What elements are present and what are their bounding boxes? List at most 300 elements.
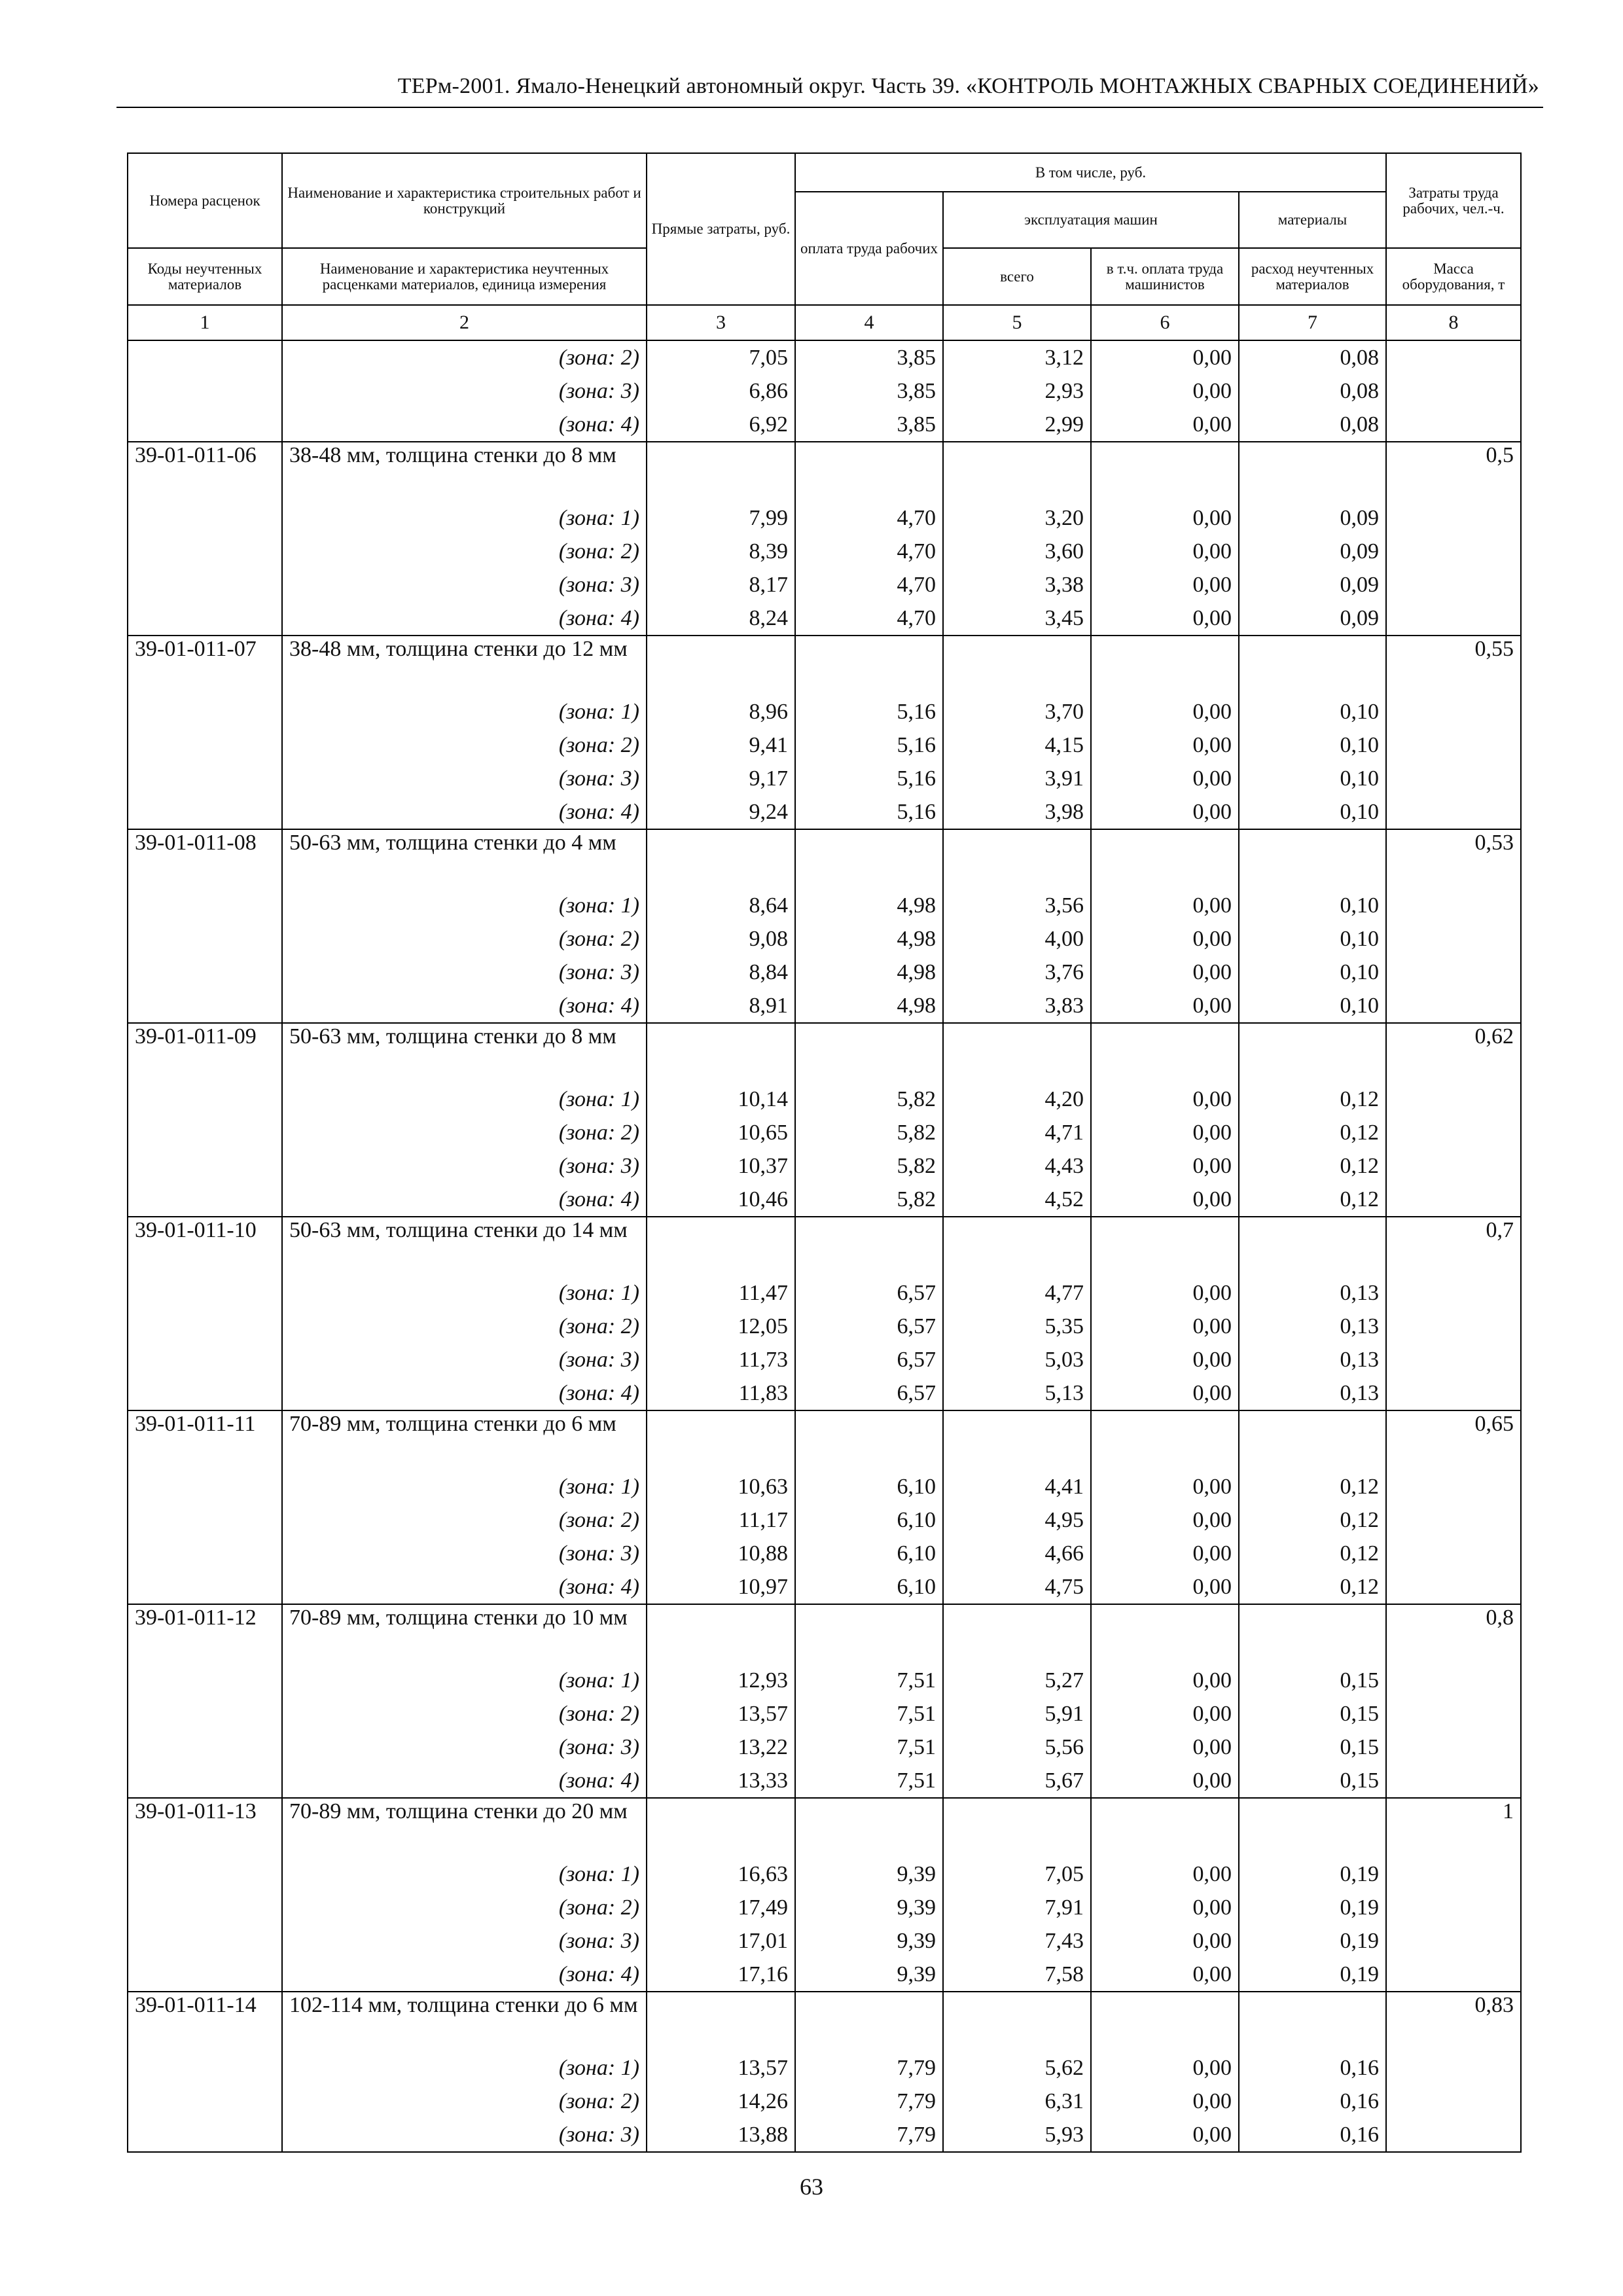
- table-row: [128, 795, 1521, 829]
- zone-label: (зона: 1): [282, 2051, 647, 2085]
- machines-total-cell: 5,93: [943, 2118, 1091, 2152]
- labor-pay-cell: 4,70: [795, 501, 943, 535]
- labor-pay-cell: 4,98: [795, 956, 943, 989]
- labor-pay-cell: 3,85: [795, 374, 943, 408]
- machinist-pay-cell: 0,00: [1091, 1857, 1239, 1891]
- empty-mass-cell: [1386, 922, 1521, 956]
- table-row: [128, 374, 1521, 408]
- materials-cell: 0,13: [1239, 1376, 1386, 1410]
- materials-cell: 0,12: [1239, 1083, 1386, 1116]
- labor-pay-cell: 5,82: [795, 1083, 943, 1116]
- direct-costs-cell: 7,05: [647, 340, 795, 374]
- empty-code-cell: [128, 374, 282, 408]
- empty-mass-cell: [1386, 1537, 1521, 1570]
- zone-label: (зона: 2): [282, 2085, 647, 2118]
- table-row: [128, 1570, 1521, 1604]
- direct-costs-cell: 13,57: [647, 1697, 795, 1731]
- materials-cell: 0,12: [1239, 1503, 1386, 1537]
- empty-code-cell: [128, 795, 282, 829]
- rate-code: 39-01-011-14: [128, 1992, 282, 2051]
- empty-code-cell: [128, 535, 282, 568]
- rate-group-row: [128, 1217, 1521, 1276]
- materials-cell: 0,10: [1239, 956, 1386, 989]
- labor-pay-cell: 3,85: [795, 408, 943, 442]
- table-row: [128, 1697, 1521, 1731]
- header-including: В том числе, руб.: [795, 153, 1386, 192]
- machinist-pay-cell: 0,00: [1091, 501, 1239, 535]
- empty-mass-cell: [1386, 1764, 1521, 1798]
- header-equipment-mass: Масса оборудования, т: [1386, 248, 1521, 305]
- zone-label: (зона: 4): [282, 1183, 647, 1217]
- machinist-pay-cell: 0,00: [1091, 1376, 1239, 1410]
- empty-cell: [795, 1604, 943, 1664]
- machinist-pay-cell: 0,00: [1091, 1731, 1239, 1764]
- direct-costs-cell: 11,47: [647, 1276, 795, 1310]
- rate-group-row: [128, 442, 1521, 501]
- direct-costs-cell: 10,46: [647, 1183, 795, 1217]
- header-rate-number: Номера расценок: [128, 153, 282, 248]
- machinist-pay-cell: 0,00: [1091, 1503, 1239, 1537]
- machinist-pay-cell: 0,00: [1091, 340, 1239, 374]
- header-work-name: Наименование и характеристика строительных работ и конструкций: [282, 153, 647, 248]
- machines-total-cell: 2,99: [943, 408, 1091, 442]
- empty-mass-cell: [1386, 1857, 1521, 1891]
- empty-mass-cell: [1386, 2118, 1521, 2152]
- empty-mass-cell: [1386, 1376, 1521, 1410]
- empty-mass-cell: [1386, 1503, 1521, 1537]
- materials-cell: 0,08: [1239, 374, 1386, 408]
- machinist-pay-cell: 0,00: [1091, 956, 1239, 989]
- direct-costs-cell: 8,84: [647, 956, 795, 989]
- direct-costs-cell: 12,05: [647, 1310, 795, 1343]
- table-row: [128, 2085, 1521, 2118]
- zone-label: (зона: 2): [282, 728, 647, 762]
- direct-costs-cell: 8,96: [647, 695, 795, 728]
- empty-cell: [1239, 1217, 1386, 1276]
- empty-cell: [795, 829, 943, 889]
- rate-group-row: [128, 1604, 1521, 1664]
- materials-cell: 0,08: [1239, 340, 1386, 374]
- empty-code-cell: [128, 1958, 282, 1992]
- running-header-title: ТЕРм-2001. Ямало-Ненецкий автономный округ. Часть 39. «КОНТРОЛЬ МОНТАЖНЫХ СВАРНЫХ СОЕДИНЕНИЙ»: [397, 74, 1539, 98]
- table-row: [128, 728, 1521, 762]
- direct-costs-cell: 6,92: [647, 408, 795, 442]
- empty-cell: [795, 1023, 943, 1083]
- empty-cell: [1239, 1798, 1386, 1857]
- empty-mass-cell: [1386, 2051, 1521, 2085]
- labor-pay-cell: 6,10: [795, 1470, 943, 1503]
- materials-cell: 0,09: [1239, 568, 1386, 601]
- empty-cell: [795, 1410, 943, 1470]
- machines-total-cell: 3,91: [943, 762, 1091, 795]
- empty-code-cell: [128, 956, 282, 989]
- table-row: [128, 568, 1521, 601]
- empty-cell: [1091, 1410, 1239, 1470]
- machines-total-cell: 3,76: [943, 956, 1091, 989]
- machines-total-cell: 5,56: [943, 1731, 1091, 1764]
- labor-hours: 0,62: [1386, 1023, 1521, 1083]
- machinist-pay-cell: 0,00: [1091, 374, 1239, 408]
- column-number: 7: [1239, 305, 1386, 340]
- machinist-pay-cell: 0,00: [1091, 1664, 1239, 1697]
- table-row: [128, 2118, 1521, 2152]
- empty-cell: [795, 1798, 943, 1857]
- materials-cell: 0,09: [1239, 601, 1386, 636]
- labor-pay-cell: 7,51: [795, 1731, 943, 1764]
- machines-total-cell: 5,62: [943, 2051, 1091, 2085]
- empty-code-cell: [128, 1310, 282, 1343]
- empty-cell: [795, 1992, 943, 2051]
- empty-code-cell: [128, 1503, 282, 1537]
- empty-code-cell: [128, 1183, 282, 1217]
- table-row: [128, 1958, 1521, 1992]
- header-machinist-pay: в т.ч. оплата труда машинистов: [1091, 248, 1239, 305]
- machinist-pay-cell: 0,00: [1091, 989, 1239, 1023]
- materials-cell: 0,10: [1239, 695, 1386, 728]
- direct-costs-cell: 9,41: [647, 728, 795, 762]
- empty-cell: [647, 1992, 795, 2051]
- labor-hours: 0,55: [1386, 636, 1521, 695]
- header-material-codes: Коды неучтенных материалов: [128, 248, 282, 305]
- empty-code-cell: [128, 2051, 282, 2085]
- zone-label: (зона: 3): [282, 762, 647, 795]
- zone-label: (зона: 1): [282, 1470, 647, 1503]
- machines-total-cell: 5,03: [943, 1343, 1091, 1376]
- column-number: 6: [1091, 305, 1239, 340]
- materials-cell: 0,15: [1239, 1697, 1386, 1731]
- machines-total-cell: 7,43: [943, 1924, 1091, 1958]
- labor-pay-cell: 7,51: [795, 1664, 943, 1697]
- machinist-pay-cell: 0,00: [1091, 1924, 1239, 1958]
- table-row: [128, 340, 1521, 374]
- table-body: [128, 340, 1521, 2152]
- machinist-pay-cell: 0,00: [1091, 695, 1239, 728]
- machinist-pay-cell: 0,00: [1091, 1083, 1239, 1116]
- machinist-pay-cell: 0,00: [1091, 1764, 1239, 1798]
- materials-cell: 0,16: [1239, 2085, 1386, 2118]
- table-row: [128, 762, 1521, 795]
- empty-mass-cell: [1386, 889, 1521, 922]
- empty-mass-cell: [1386, 1697, 1521, 1731]
- column-number: 1: [128, 305, 282, 340]
- labor-pay-cell: 6,10: [795, 1537, 943, 1570]
- empty-code-cell: [128, 2118, 282, 2152]
- materials-cell: 0,15: [1239, 1731, 1386, 1764]
- machinist-pay-cell: 0,00: [1091, 2118, 1239, 2152]
- empty-code-cell: [128, 1276, 282, 1310]
- header-labor-pay: оплата труда рабочих: [795, 192, 943, 305]
- empty-cell: [1091, 442, 1239, 501]
- empty-cell: [1091, 1992, 1239, 2051]
- machinist-pay-cell: 0,00: [1091, 795, 1239, 829]
- empty-code-cell: [128, 1376, 282, 1410]
- direct-costs-cell: 13,33: [647, 1764, 795, 1798]
- zone-label: (зона: 3): [282, 374, 647, 408]
- labor-hours: 0,7: [1386, 1217, 1521, 1276]
- empty-code-cell: [128, 1149, 282, 1183]
- machines-total-cell: 7,58: [943, 1958, 1091, 1992]
- machines-total-cell: 5,35: [943, 1310, 1091, 1343]
- table-row: [128, 1537, 1521, 1570]
- empty-code-cell: [128, 989, 282, 1023]
- empty-mass-cell: [1386, 568, 1521, 601]
- empty-cell: [1239, 829, 1386, 889]
- empty-mass-cell: [1386, 501, 1521, 535]
- rate-code: 39-01-011-12: [128, 1604, 282, 1664]
- labor-pay-cell: 7,51: [795, 1764, 943, 1798]
- materials-cell: 0,10: [1239, 922, 1386, 956]
- machines-total-cell: 4,75: [943, 1570, 1091, 1604]
- machinist-pay-cell: 0,00: [1091, 408, 1239, 442]
- rates-table: [127, 152, 1522, 2153]
- empty-cell: [1091, 1217, 1239, 1276]
- direct-costs-cell: 8,91: [647, 989, 795, 1023]
- rate-code: 39-01-011-11: [128, 1410, 282, 1470]
- empty-mass-cell: [1386, 1664, 1521, 1697]
- machinist-pay-cell: 0,00: [1091, 568, 1239, 601]
- direct-costs-cell: 8,39: [647, 535, 795, 568]
- header-machines: эксплуатация машин: [943, 192, 1239, 248]
- materials-cell: 0,10: [1239, 762, 1386, 795]
- materials-cell: 0,10: [1239, 795, 1386, 829]
- zone-label: (зона: 2): [282, 922, 647, 956]
- empty-cell: [1239, 1023, 1386, 1083]
- labor-pay-cell: 5,82: [795, 1183, 943, 1217]
- materials-cell: 0,10: [1239, 989, 1386, 1023]
- labor-pay-cell: 4,98: [795, 922, 943, 956]
- labor-pay-cell: 5,82: [795, 1116, 943, 1149]
- empty-code-cell: [128, 408, 282, 442]
- zone-label: (зона: 4): [282, 795, 647, 829]
- machinist-pay-cell: 0,00: [1091, 1276, 1239, 1310]
- header-material-names: Наименование и характеристика неучтенных расценками материалов, единица измерения: [282, 248, 647, 305]
- empty-code-cell: [128, 1891, 282, 1924]
- machinist-pay-cell: 0,00: [1091, 1537, 1239, 1570]
- empty-cell: [1239, 1992, 1386, 2051]
- zone-label: (зона: 1): [282, 1276, 647, 1310]
- labor-pay-cell: 7,79: [795, 2051, 943, 2085]
- labor-pay-cell: 4,70: [795, 535, 943, 568]
- direct-costs-cell: 10,37: [647, 1149, 795, 1183]
- table-row: [128, 1664, 1521, 1697]
- materials-cell: 0,13: [1239, 1276, 1386, 1310]
- empty-code-cell: [128, 2085, 282, 2118]
- zone-label: (зона: 2): [282, 340, 647, 374]
- machines-total-cell: 4,15: [943, 728, 1091, 762]
- empty-mass-cell: [1386, 728, 1521, 762]
- rate-group-row: [128, 1798, 1521, 1857]
- table-row: [128, 1149, 1521, 1183]
- empty-code-cell: [128, 568, 282, 601]
- direct-costs-cell: 11,83: [647, 1376, 795, 1410]
- empty-cell: [943, 636, 1091, 695]
- empty-cell: [943, 1798, 1091, 1857]
- empty-mass-cell: [1386, 374, 1521, 408]
- machinist-pay-cell: 0,00: [1091, 2051, 1239, 2085]
- labor-pay-cell: 5,16: [795, 762, 943, 795]
- direct-costs-cell: 14,26: [647, 2085, 795, 2118]
- empty-code-cell: [128, 1570, 282, 1604]
- zone-label: (зона: 2): [282, 1310, 647, 1343]
- empty-cell: [1239, 1410, 1386, 1470]
- labor-hours: 0,53: [1386, 829, 1521, 889]
- machines-total-cell: 5,13: [943, 1376, 1091, 1410]
- empty-cell: [795, 442, 943, 501]
- empty-code-cell: [128, 728, 282, 762]
- materials-cell: 0,12: [1239, 1183, 1386, 1217]
- machines-total-cell: 7,91: [943, 1891, 1091, 1924]
- machinist-pay-cell: 0,00: [1091, 1891, 1239, 1924]
- direct-costs-cell: 8,64: [647, 889, 795, 922]
- machinist-pay-cell: 0,00: [1091, 1343, 1239, 1376]
- empty-mass-cell: [1386, 1116, 1521, 1149]
- zone-label: (зона: 4): [282, 989, 647, 1023]
- rate-code: 39-01-011-09: [128, 1023, 282, 1083]
- zone-label: (зона: 1): [282, 1083, 647, 1116]
- table-row: [128, 989, 1521, 1023]
- direct-costs-cell: 13,88: [647, 2118, 795, 2152]
- machinist-pay-cell: 0,00: [1091, 2085, 1239, 2118]
- labor-pay-cell: 6,57: [795, 1343, 943, 1376]
- header-machines-total: всего: [943, 248, 1091, 305]
- empty-cell: [1091, 1798, 1239, 1857]
- labor-hours: 0,5: [1386, 442, 1521, 501]
- empty-cell: [647, 1023, 795, 1083]
- zone-label: (зона: 3): [282, 1537, 647, 1570]
- page-number: 63: [800, 2174, 823, 2200]
- labor-pay-cell: 4,70: [795, 568, 943, 601]
- labor-pay-cell: 9,39: [795, 1924, 943, 1958]
- empty-cell: [1239, 1604, 1386, 1664]
- table-row: [128, 889, 1521, 922]
- labor-pay-cell: 9,39: [795, 1857, 943, 1891]
- materials-cell: 0,08: [1239, 408, 1386, 442]
- direct-costs-cell: 10,63: [647, 1470, 795, 1503]
- empty-code-cell: [128, 695, 282, 728]
- direct-costs-cell: 9,08: [647, 922, 795, 956]
- empty-cell: [943, 442, 1091, 501]
- direct-costs-cell: 17,01: [647, 1924, 795, 1958]
- labor-pay-cell: 5,16: [795, 695, 943, 728]
- labor-pay-cell: 9,39: [795, 1958, 943, 1992]
- materials-cell: 0,12: [1239, 1570, 1386, 1604]
- table-row: [128, 1891, 1521, 1924]
- machines-total-cell: 3,38: [943, 568, 1091, 601]
- labor-pay-cell: 6,10: [795, 1503, 943, 1537]
- header-materials: материалы: [1239, 192, 1386, 248]
- direct-costs-cell: 11,17: [647, 1503, 795, 1537]
- empty-cell: [1091, 1023, 1239, 1083]
- zone-label: (зона: 1): [282, 1857, 647, 1891]
- column-number: 2: [282, 305, 647, 340]
- rate-group-row: [128, 1992, 1521, 2051]
- machines-total-cell: 4,71: [943, 1116, 1091, 1149]
- empty-code-cell: [128, 340, 282, 374]
- rate-code: 39-01-011-13: [128, 1798, 282, 1857]
- materials-cell: 0,12: [1239, 1149, 1386, 1183]
- labor-pay-cell: 9,39: [795, 1891, 943, 1924]
- machines-total-cell: 7,05: [943, 1857, 1091, 1891]
- labor-pay-cell: 5,16: [795, 728, 943, 762]
- labor-pay-cell: 5,82: [795, 1149, 943, 1183]
- rate-group-row: [128, 1023, 1521, 1083]
- machines-total-cell: 4,95: [943, 1503, 1091, 1537]
- machines-total-cell: 4,43: [943, 1149, 1091, 1183]
- zone-label: (зона: 2): [282, 1116, 647, 1149]
- table-row: [128, 1857, 1521, 1891]
- empty-mass-cell: [1386, 1924, 1521, 1958]
- zone-label: (зона: 4): [282, 1764, 647, 1798]
- machines-total-cell: 5,27: [943, 1664, 1091, 1697]
- labor-pay-cell: 6,57: [795, 1310, 943, 1343]
- work-description: 50-63 мм, толщина стенки до 14 мм: [282, 1217, 647, 1276]
- labor-pay-cell: 4,98: [795, 989, 943, 1023]
- empty-mass-cell: [1386, 408, 1521, 442]
- running-header: [116, 62, 1543, 108]
- empty-mass-cell: [1386, 1891, 1521, 1924]
- table-row: [128, 922, 1521, 956]
- empty-code-cell: [128, 1857, 282, 1891]
- machinist-pay-cell: 0,00: [1091, 922, 1239, 956]
- table-row: [128, 1276, 1521, 1310]
- table-row: [128, 1764, 1521, 1798]
- zone-label: (зона: 3): [282, 568, 647, 601]
- empty-code-cell: [128, 1083, 282, 1116]
- empty-code-cell: [128, 1116, 282, 1149]
- table-row: [128, 1116, 1521, 1149]
- labor-pay-cell: 4,98: [795, 889, 943, 922]
- empty-cell: [647, 636, 795, 695]
- zone-label: (зона: 1): [282, 501, 647, 535]
- machines-total-cell: 5,67: [943, 1764, 1091, 1798]
- empty-cell: [943, 1604, 1091, 1664]
- labor-pay-cell: 6,57: [795, 1276, 943, 1310]
- empty-mass-cell: [1386, 1149, 1521, 1183]
- materials-cell: 0,09: [1239, 501, 1386, 535]
- zone-label: (зона: 1): [282, 695, 647, 728]
- rate-code: 39-01-011-07: [128, 636, 282, 695]
- materials-cell: 0,12: [1239, 1470, 1386, 1503]
- zone-label: (зона: 2): [282, 535, 647, 568]
- labor-hours: 0,65: [1386, 1410, 1521, 1470]
- table-row: [128, 1376, 1521, 1410]
- labor-pay-cell: 6,10: [795, 1570, 943, 1604]
- zone-label: (зона: 2): [282, 1697, 647, 1731]
- labor-hours: 0,83: [1386, 1992, 1521, 2051]
- empty-mass-cell: [1386, 1343, 1521, 1376]
- empty-cell: [943, 1410, 1091, 1470]
- column-number: 5: [943, 305, 1091, 340]
- empty-cell: [647, 1604, 795, 1664]
- empty-code-cell: [128, 1697, 282, 1731]
- machinist-pay-cell: 0,00: [1091, 1310, 1239, 1343]
- empty-cell: [647, 1798, 795, 1857]
- empty-cell: [943, 1992, 1091, 2051]
- machines-total-cell: 3,70: [943, 695, 1091, 728]
- column-number: 8: [1386, 305, 1521, 340]
- direct-costs-cell: 13,22: [647, 1731, 795, 1764]
- work-description: 70-89 мм, толщина стенки до 10 мм: [282, 1604, 647, 1664]
- machinist-pay-cell: 0,00: [1091, 601, 1239, 636]
- machines-total-cell: 4,52: [943, 1183, 1091, 1217]
- empty-cell: [647, 442, 795, 501]
- zone-label: (зона: 3): [282, 1343, 647, 1376]
- table-row: [128, 695, 1521, 728]
- direct-costs-cell: 13,57: [647, 2051, 795, 2085]
- direct-costs-cell: 8,24: [647, 601, 795, 636]
- zone-label: (зона: 3): [282, 956, 647, 989]
- table-row: [128, 408, 1521, 442]
